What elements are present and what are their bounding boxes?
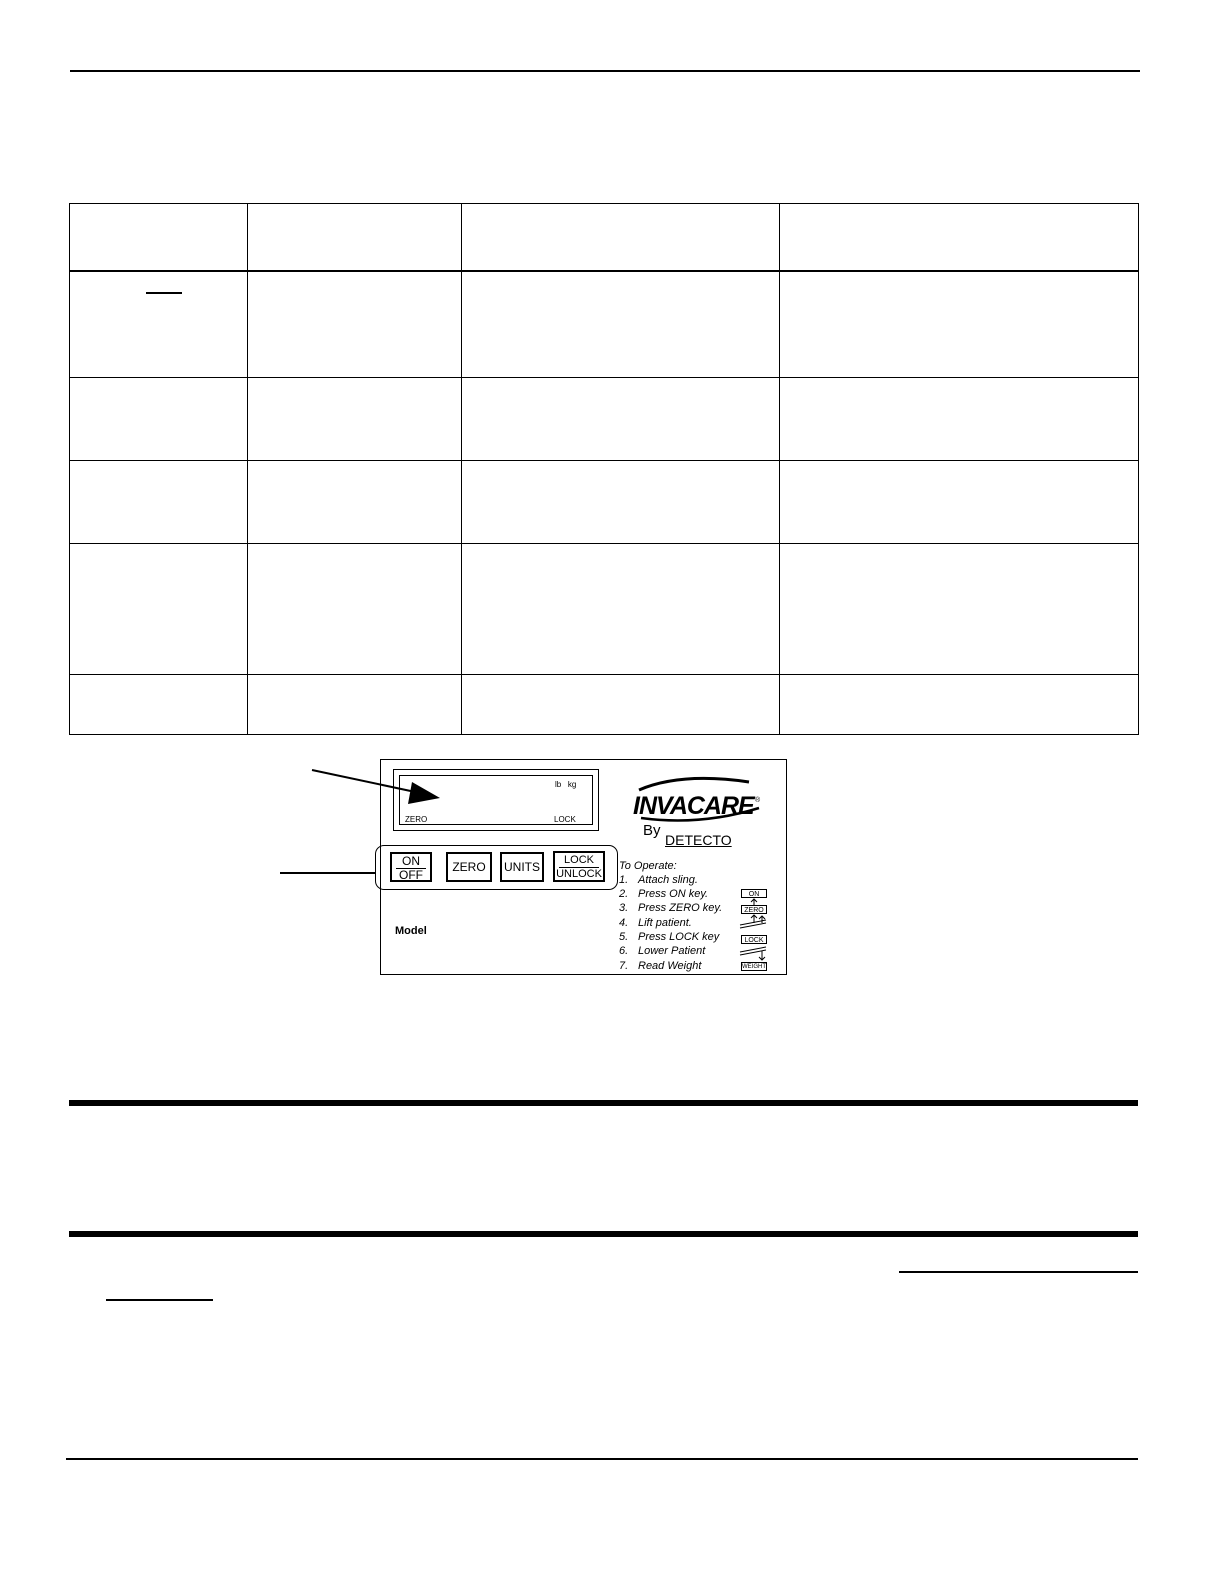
top-rule	[70, 70, 1140, 72]
blank-underline	[106, 1299, 213, 1301]
lower-icon	[739, 945, 769, 961]
table-header-row	[70, 204, 1139, 271]
zero-key[interactable]: ZERO	[446, 852, 492, 882]
lock-indicator: LOCK	[554, 815, 576, 824]
section-rule-top	[69, 1100, 1138, 1106]
units-key[interactable]: UNITS	[500, 852, 544, 882]
on-key-icon: ON	[741, 889, 767, 898]
weight-display	[393, 769, 599, 831]
table-row	[70, 271, 1139, 378]
table-cell	[462, 204, 780, 271]
registered-mark: ®	[755, 797, 761, 804]
weight-icon: WEIGHT	[742, 964, 766, 970]
table-cell	[70, 271, 248, 378]
table-cell	[462, 544, 780, 675]
table-cell	[70, 461, 248, 544]
instruction-step: 5. Press LOCK key	[619, 931, 720, 943]
table-cell	[248, 461, 462, 544]
table-cell	[70, 544, 248, 675]
table-cell	[248, 378, 462, 461]
table-cell	[780, 544, 1139, 675]
model-label: Model	[395, 925, 427, 937]
table-cell	[462, 271, 780, 378]
instruction-step: 7. Read Weight	[619, 960, 702, 972]
lock-label: LOCK	[564, 854, 594, 866]
zero-key-icon: ZERO	[741, 905, 767, 914]
on-label: ON	[402, 854, 420, 868]
table-cell	[248, 675, 462, 735]
table-row	[70, 378, 1139, 461]
table-row	[70, 461, 1139, 544]
table-cell	[780, 204, 1139, 271]
footer-rule	[66, 1458, 1138, 1460]
table-cell	[462, 461, 780, 544]
instruction-step: 1. Attach sling.	[619, 874, 698, 886]
table-cell	[248, 204, 462, 271]
scale-control-panel	[380, 759, 787, 975]
table-cell	[780, 675, 1139, 735]
logo-wordmark: INVACARE	[633, 792, 754, 820]
detecto-brand: DETECTO	[665, 832, 732, 848]
by-text: By	[643, 822, 661, 839]
instruction-step: 6. Lower Patient	[619, 945, 706, 957]
off-label: OFF	[399, 868, 423, 882]
keypad-group	[375, 845, 618, 890]
table-cell	[780, 271, 1139, 378]
instructions-title: To Operate:	[619, 860, 677, 872]
lock-key-icon: LOCK	[741, 935, 767, 944]
table-cell	[248, 271, 462, 378]
table-row	[70, 675, 1139, 735]
instruction-step: 3. Press ZERO key.	[619, 902, 723, 914]
table-cell	[462, 675, 780, 735]
table-cell	[70, 204, 248, 271]
instruction-step: 2. Press ON key.	[619, 888, 709, 900]
lock-unlock-key[interactable]	[553, 851, 605, 882]
invacare-logo	[631, 774, 765, 822]
lift-icon	[739, 914, 769, 930]
table-cell	[70, 675, 248, 735]
unlock-label: UNLOCK	[556, 868, 602, 880]
spec-table	[69, 203, 1139, 735]
instruction-step: 4. Lift patient.	[619, 917, 692, 929]
table-cell	[248, 544, 462, 675]
table-row	[70, 544, 1139, 675]
section-rule-bottom	[69, 1231, 1138, 1237]
table-cell	[462, 378, 780, 461]
blank-underline	[899, 1271, 1138, 1273]
display-screen	[399, 775, 593, 825]
on-off-key[interactable]	[390, 852, 432, 882]
cell-underline	[146, 292, 182, 294]
units-indicator: lb kg	[555, 780, 577, 789]
zero-indicator: ZERO	[405, 815, 428, 824]
table-cell	[780, 378, 1139, 461]
table-cell	[780, 461, 1139, 544]
table-cell	[70, 378, 248, 461]
keypad-callout-line	[278, 868, 378, 878]
